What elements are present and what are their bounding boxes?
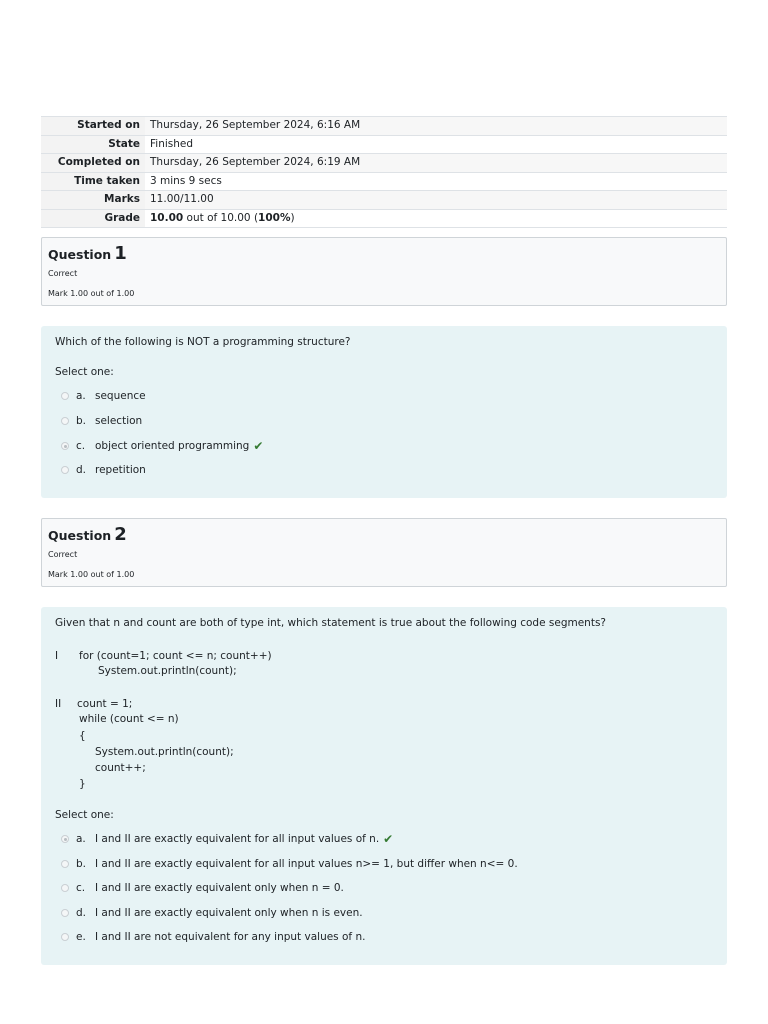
attempt-summary-table	[41, 116, 727, 228]
option-text: sequence	[95, 390, 146, 402]
question-2-info	[41, 518, 727, 587]
summary-key: State	[41, 135, 145, 154]
option-text: object oriented programming	[95, 440, 250, 452]
code-segment-label: II	[55, 698, 62, 710]
code-line: {	[79, 730, 86, 742]
radio-button[interactable]	[61, 417, 69, 425]
option-letter: e.	[76, 931, 86, 943]
radio-button-selected[interactable]	[61, 835, 69, 843]
summary-value: 11.00/11.00	[145, 191, 727, 210]
question-label: Question	[48, 528, 112, 543]
radio-button[interactable]	[61, 884, 69, 892]
question-text: Given that n and count are both of type int, which statement is true about the following code segments?	[55, 617, 606, 629]
question-1-content	[41, 326, 727, 498]
radio-button[interactable]	[61, 392, 69, 400]
option-letter: d.	[76, 907, 87, 919]
summary-row	[41, 209, 727, 228]
grade-percent: 100%	[258, 211, 291, 224]
option-text: repetition	[95, 464, 146, 476]
option-letter: a.	[76, 390, 86, 402]
summary-row	[41, 135, 727, 154]
summary-row	[41, 172, 727, 191]
code-line: count++;	[95, 762, 146, 774]
summary-key: Marks	[41, 191, 145, 210]
summary-key: Grade	[41, 209, 145, 228]
radio-button[interactable]	[61, 466, 69, 474]
answer-option[interactable]	[61, 857, 518, 871]
answer-option-selected[interactable]	[61, 832, 393, 846]
question-grade: Mark 1.00 out of 1.00	[48, 570, 135, 579]
question-number	[48, 243, 127, 264]
answer-option[interactable]	[61, 414, 142, 428]
code-line: System.out.println(count);	[98, 665, 237, 677]
option-text: I and II are not equivalent for any input values of n.	[95, 931, 366, 943]
option-text: I and II are exactly equivalent only when n is even.	[95, 907, 363, 919]
grade-close: )	[290, 211, 295, 224]
summary-value	[145, 209, 727, 228]
question-number-value: 2	[114, 524, 127, 545]
code-line: while (count <= n)	[79, 713, 179, 725]
answer-option[interactable]	[61, 881, 344, 895]
radio-button[interactable]	[61, 909, 69, 917]
question-2-content	[41, 607, 727, 965]
summary-value: Thursday, 26 September 2024, 6:16 AM	[145, 117, 727, 136]
question-1-info	[41, 237, 727, 306]
question-label: Question	[48, 247, 112, 262]
check-icon: ✔	[383, 832, 394, 846]
question-number-value: 1	[114, 243, 127, 264]
answer-option[interactable]	[61, 389, 146, 403]
summary-value: 3 mins 9 secs	[145, 172, 727, 191]
option-letter: b.	[76, 415, 87, 427]
radio-button[interactable]	[61, 860, 69, 868]
option-text: I and II are exactly equivalent for all input values of n.	[95, 833, 380, 845]
option-text: I and II are exactly equivalent only when n = 0.	[95, 882, 344, 894]
option-text: I and II are exactly equivalent for all input values n>= 1, but differ when n<= 0.	[95, 858, 518, 870]
answer-option[interactable]	[61, 930, 365, 944]
radio-button-selected[interactable]	[61, 442, 69, 450]
question-state: Correct	[48, 269, 78, 278]
grade-value: 10.00	[150, 211, 184, 224]
question-number	[48, 524, 127, 545]
select-one-prompt: Select one:	[55, 809, 114, 821]
check-icon: ✔	[253, 439, 264, 453]
summary-row	[41, 191, 727, 210]
code-line: count = 1;	[77, 698, 133, 710]
summary-value: Thursday, 26 September 2024, 6:19 AM	[145, 154, 727, 173]
code-line: System.out.println(count);	[95, 746, 234, 758]
summary-row	[41, 154, 727, 173]
option-letter: c.	[76, 440, 86, 452]
option-letter: a.	[76, 833, 86, 845]
code-line: }	[79, 778, 86, 790]
code-line: for (count=1; count <= n; count++)	[79, 650, 272, 662]
summary-value: Finished	[145, 135, 727, 154]
option-letter: c.	[76, 882, 86, 894]
summary-key: Time taken	[41, 172, 145, 191]
answer-option-selected[interactable]	[61, 439, 263, 453]
option-letter: b.	[76, 858, 87, 870]
answer-option[interactable]	[61, 463, 146, 477]
code-segment-label: I	[55, 650, 59, 662]
question-grade: Mark 1.00 out of 1.00	[48, 289, 135, 298]
radio-button[interactable]	[61, 933, 69, 941]
summary-key: Completed on	[41, 154, 145, 173]
select-one-prompt: Select one:	[55, 366, 114, 378]
grade-out-of: out of 10.00 (	[183, 211, 259, 224]
option-text: selection	[95, 415, 143, 427]
answer-option[interactable]	[61, 906, 363, 920]
option-letter: d.	[76, 464, 87, 476]
summary-row	[41, 117, 727, 136]
question-state: Correct	[48, 550, 78, 559]
summary-key: Started on	[41, 117, 145, 136]
question-text: Which of the following is NOT a programming structure?	[55, 336, 351, 348]
